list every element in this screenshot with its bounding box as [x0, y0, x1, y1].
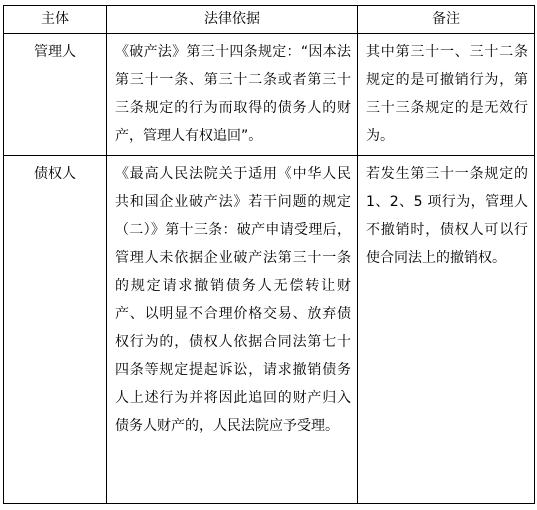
header-legal-basis: 法律依据	[107, 6, 358, 34]
cell-legal-basis	[107, 34, 358, 156]
subject-text: 债权人	[34, 166, 76, 182]
header-subject: 主体	[4, 6, 107, 34]
legal-basis-text: 《破产法》第三十四条规定：“因本法第三十一条、第三十二条或者第三十三条规定的行为而取得的债务人的财产，管理人有权追回”。	[115, 44, 351, 144]
table-header-row	[4, 6, 535, 34]
cell-remarks	[358, 34, 535, 156]
cell-remarks	[358, 156, 535, 504]
table-row	[4, 34, 535, 156]
table-row	[4, 156, 535, 504]
remarks-text: 其中第三十一、三十二条规定的是可撤销行为，第三十三条规定的是无效行为。	[366, 44, 528, 144]
remarks-text: 若发生第三十一条规定的 1、2、5 项行为，管理人不撤销时，债权人可以行使合同法上的撤销权。	[366, 166, 528, 266]
subject-text: 管理人	[34, 44, 76, 60]
header-remarks: 备注	[358, 6, 535, 34]
cell-subject	[4, 34, 107, 156]
legal-basis-table	[3, 5, 535, 504]
legal-basis-text: 《最高人民法院关于适用《中华人民共和国企业破产法》若干问题的规定（二）》第十三条：破产申请受理后，管理人未依据企业破产法第三十一条的规定请求撤销债务人无偿转让财产、以明显不合理价格交易、放弃债权行为的，债权人依据合同法第七十四条等规定提起诉讼，请求撤销债务人上述行为并将因此追回的财产归入债务人财产的，人民法院应予受理。	[115, 166, 351, 434]
cell-subject	[4, 156, 107, 504]
cell-legal-basis	[107, 156, 358, 504]
